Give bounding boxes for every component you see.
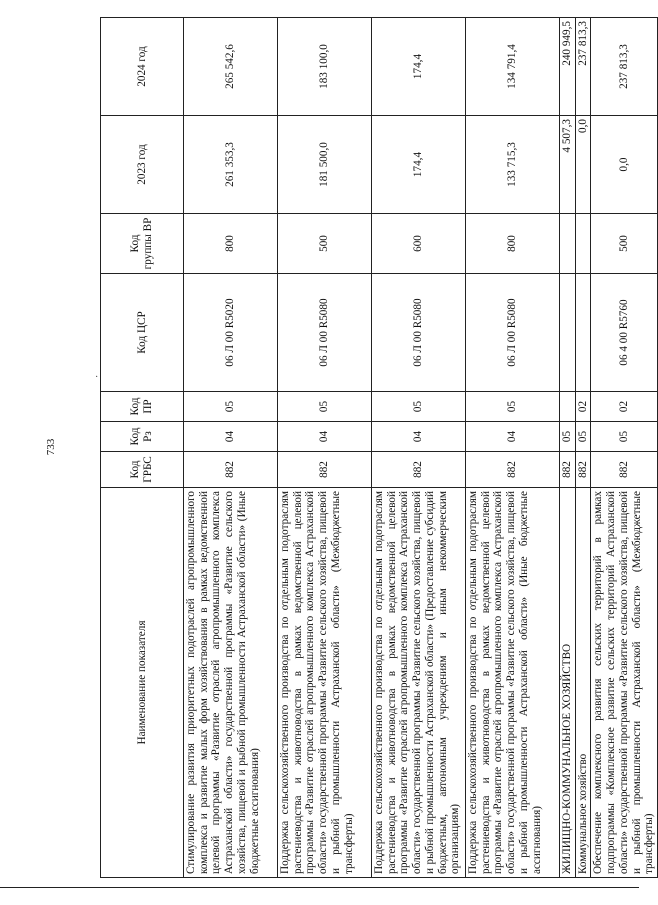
cell-pr: 02	[591, 392, 658, 422]
cell-vr: 800	[184, 214, 278, 274]
table-row	[591, 18, 658, 878]
cell-rz: 04	[466, 422, 560, 452]
cell-2023: 174,4	[372, 116, 466, 214]
cell-pr: 02	[575, 392, 591, 422]
cell-rz: 05	[575, 422, 591, 452]
cell-csr	[575, 274, 591, 392]
budget-table	[100, 17, 658, 878]
cell-csr: 06 Л 00 R5080	[278, 274, 372, 392]
cell-csr: 06 4 00 R5760	[591, 274, 658, 392]
row-name: Коммунальное хозяйство	[575, 488, 591, 878]
cell-2023: 0,0	[575, 116, 591, 214]
cell-2023: 181 500,0	[278, 116, 372, 214]
cell-2024: 237 813,3	[591, 18, 658, 116]
header-cell: Код Рз	[101, 422, 184, 452]
cell-csr: 06 Л 00 R5080	[372, 274, 466, 392]
cell-vr: 500	[278, 214, 372, 274]
cell-2024: 240 949,5	[560, 18, 576, 116]
cell-vr: 500	[591, 214, 658, 274]
header-cell: Код группы ВР	[101, 214, 184, 274]
table-row	[560, 18, 576, 878]
cell-rz: 04	[278, 422, 372, 452]
header-cell: Наименование показателя	[101, 488, 184, 878]
cell-2024: 265 542,6	[184, 18, 278, 116]
row-name: Поддержка сельскохозяйственного производства по отдельным подотраслям растениеводства и животноводства в рамках ведомственной целевой программы «Развитие отраслей агропромышленного комплекса Астраханской области» государственной программы «Развитие сельского хозяйства, пищевой и рыбной промышленности Астраханской области» (Межбюджетные трансферты)	[278, 488, 372, 878]
cell-2023: 133 715,3	[466, 116, 560, 214]
cell-2023: 4 507,3	[560, 116, 576, 214]
header-cell: Код ГРБС	[101, 452, 184, 488]
rotated-table-container	[100, 18, 656, 878]
row-name: Поддержка сельскохозяйственного производства по отдельным подотраслям растениеводства и животноводства в рамках ведомственной целевой программы «Развитие отраслей агропромышленного комплекса Астраханской области» государственной программы «Развитие сельского хозяйства, пищевой и рыбной промышленности Астраханской области» (Иные бюджетные ассигнования)	[466, 488, 560, 878]
cell-2024: 174,4	[372, 18, 466, 116]
cell-vr: 600	[372, 214, 466, 274]
cell-pr: 05	[278, 392, 372, 422]
row-name: Стимулирование развития приоритетных подотраслей агропромышленного комплекса и развитие малых форм хозяйствования в рамках ведомственной целевой программы «Развитие отраслей агропромышленного комплекса Астраханской области» государственной программы «Развитие сельского хозяйства, пищевой и рыбной промышленности Астраханской области» (Иные бюджетные ассигнования)	[184, 488, 278, 878]
bottom-rule	[0, 887, 639, 888]
cell-grbs: 882	[372, 452, 466, 488]
table-row	[184, 18, 278, 878]
table-row	[575, 18, 591, 878]
cell-pr: 05	[466, 392, 560, 422]
header-cell: 2024 год	[101, 18, 184, 116]
scan-mark: ·	[95, 372, 99, 383]
cell-pr: 05	[372, 392, 466, 422]
row-name: ЖИЛИЩНО-КОММУНАЛЬНОЕ ХОЗЯЙСТВО	[560, 488, 576, 878]
cell-2024: 183 100,0	[278, 18, 372, 116]
cell-csr: 06 Л 00 R5020	[184, 274, 278, 392]
cell-pr	[560, 392, 576, 422]
cell-pr: 05	[184, 392, 278, 422]
row-name: Поддержка сельскохозяйственного производства по отдельным подотраслям растениеводства и животноводства в рамках ведомственной целевой программы «Развитие отраслей агропромышленного комплекса Астраханской области» государственной программы «Развитие сельского хозяйства, пищевой и рыбной промышленности Астраханской области» (Предоставление субсидий бюджетным, автономным учреждениям и иным некоммерческим организациям)	[372, 488, 466, 878]
cell-rz: 04	[184, 422, 278, 452]
cell-2024: 237 813,3	[575, 18, 591, 116]
cell-2024: 134 791,4	[466, 18, 560, 116]
cell-2023: 0,0	[591, 116, 658, 214]
header-cell: 2023 год	[101, 116, 184, 214]
header-cell: Код ПР	[101, 392, 184, 422]
cell-grbs: 882	[560, 452, 576, 488]
cell-vr	[560, 214, 576, 274]
cell-grbs: 882	[591, 452, 658, 488]
cell-grbs: 882	[278, 452, 372, 488]
cell-rz: 04	[372, 422, 466, 452]
cell-2023: 261 353,3	[184, 116, 278, 214]
cell-grbs: 882	[184, 452, 278, 488]
cell-grbs: 882	[466, 452, 560, 488]
header-cell: Код ЦСР	[101, 274, 184, 392]
page-number: 733	[45, 438, 57, 456]
table-row	[466, 18, 560, 878]
table-header-row	[101, 18, 184, 878]
cell-grbs: 882	[575, 452, 591, 488]
table-row	[372, 18, 466, 878]
cell-vr	[575, 214, 591, 274]
cell-csr: 06 Л 00 R5080	[466, 274, 560, 392]
row-name: Обеспечение комплексного развития сельских территорий в рамках подпрограммы «Комплексное развитие сельских территорий Астраханской области» государственной программы «Развитие сельского хозяйства, пищевой и рыбной промышленности Астраханской области» (Межбюджетные трансферты)	[591, 488, 658, 878]
cell-rz: 05	[560, 422, 576, 452]
table-row	[278, 18, 372, 878]
cell-vr: 800	[466, 214, 560, 274]
cell-csr	[560, 274, 576, 392]
cell-rz: 05	[591, 422, 658, 452]
